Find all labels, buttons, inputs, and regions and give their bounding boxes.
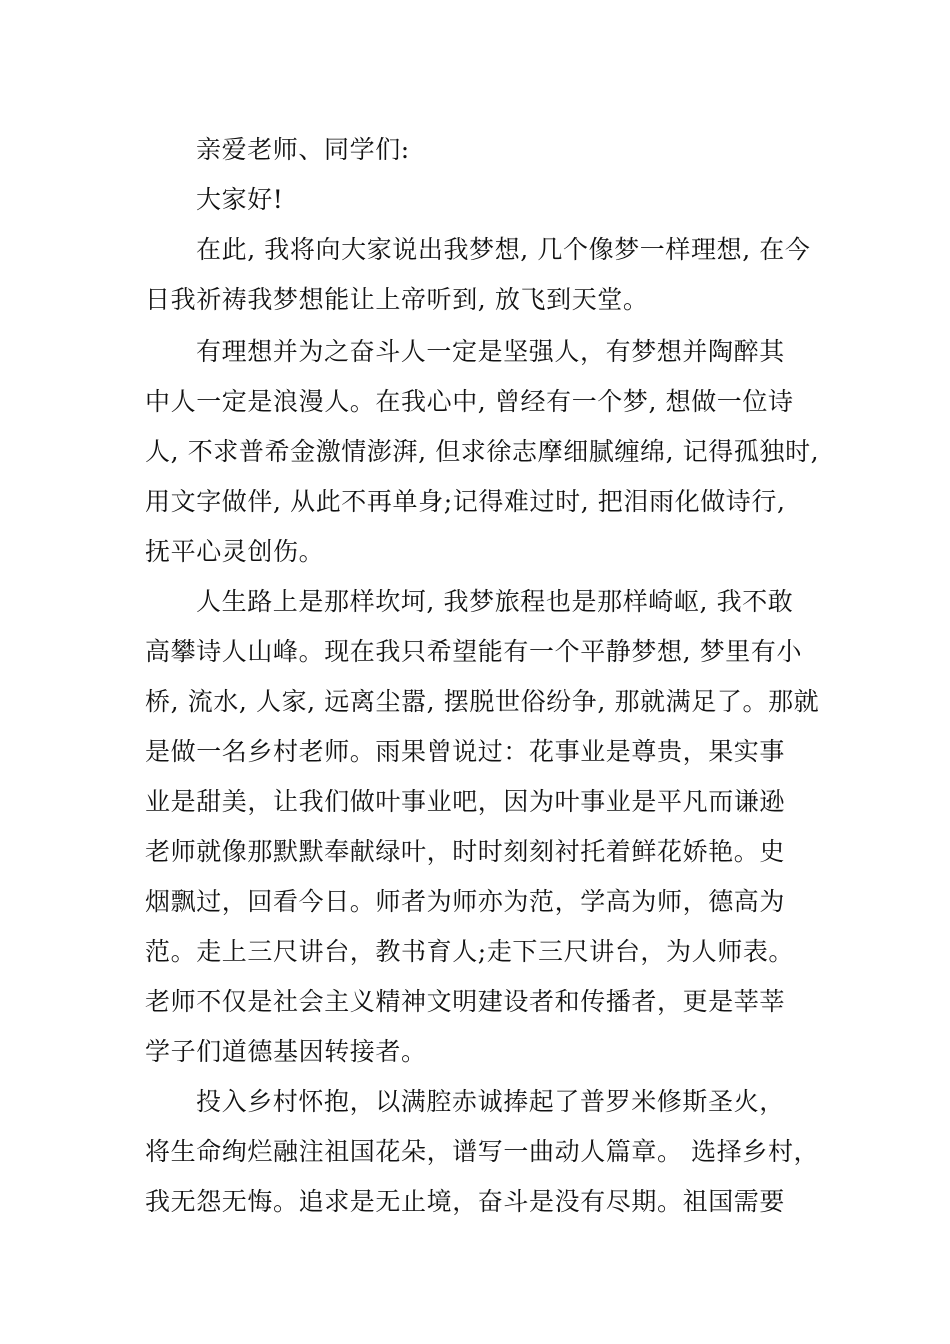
paragraph-3-line-7: 烟飘过，回看今日。师者为师亦为范，学高为师，德高为 xyxy=(145,887,786,916)
greeting: 大家好! xyxy=(196,185,284,214)
salutation: 亲爱老师、同学们: xyxy=(196,135,410,164)
paragraph-3-line-2: 高攀诗人山峰。现在我只希望能有一个平静梦想, 梦里有小 xyxy=(145,637,803,666)
paragraph-2-line-4: 用文字做伴, 从此不再单身;记得难过时, 把泪雨化做诗行, xyxy=(145,487,786,516)
paragraph-1-line-2: 日我祈祷我梦想能让上帝听到, 放飞到天堂。 xyxy=(145,285,649,314)
paragraph-2-line-1: 有理想并为之奋斗人一定是坚强人，有梦想并陶醉其 xyxy=(196,337,785,366)
paragraph-1-line-1: 在此, 我将向大家说出我梦想, 几个像梦一样理想, 在今 xyxy=(196,235,811,264)
paragraph-4-line-1: 投入乡村怀抱，以满腔赤诚捧起了普罗米修斯圣火， xyxy=(196,1087,785,1116)
paragraph-2-line-5: 抚平心灵创伤。 xyxy=(145,537,325,566)
paragraph-3-line-6: 老师就像那默默奉献绿叶，时时刻刻衬托着鲜花娇艳。史 xyxy=(145,837,786,866)
paragraph-4-line-3: 我无怨无悔。追求是无止境，奋斗是没有尽期。祖国需要 xyxy=(145,1187,786,1216)
paragraph-3-line-5: 业是甜美，让我们做叶事业吧，因为叶事业是平凡而谦逊 xyxy=(145,787,786,816)
paragraph-3-line-10: 学子们道德基因转接者。 xyxy=(145,1037,427,1066)
paragraph-3-line-4: 是做一名乡村老师。雨果曾说过：花事业是尊贵，果实事 xyxy=(145,737,786,766)
paragraph-4-line-2: 将生命绚烂融注祖国花朵，谱写一曲动人篇章。 选择乡村， xyxy=(145,1137,820,1166)
paragraph-2-line-2: 中人一定是浪漫人。在我心中, 曾经有一个梦, 想做一位诗 xyxy=(145,387,794,416)
paragraph-3-line-9: 老师不仅是社会主义精神文明建设者和传播者，更是莘莘 xyxy=(145,987,786,1016)
paragraph-3-line-3: 桥, 流水, 人家, 远离尘嚣, 摆脱世俗纷争, 那就满足了。那就 xyxy=(145,687,820,716)
paragraph-3-line-8: 范。走上三尺讲台，教书育人;走下三尺讲台，为人师表。 xyxy=(145,937,795,966)
paragraph-3-line-1: 人生路上是那样坎坷, 我梦旅程也是那样崎岖, 我不敢 xyxy=(196,587,794,616)
paragraph-2-line-3: 人, 不求普希金激情澎湃, 但求徐志摩细腻缠绵, 记得孤独时, xyxy=(145,437,820,466)
